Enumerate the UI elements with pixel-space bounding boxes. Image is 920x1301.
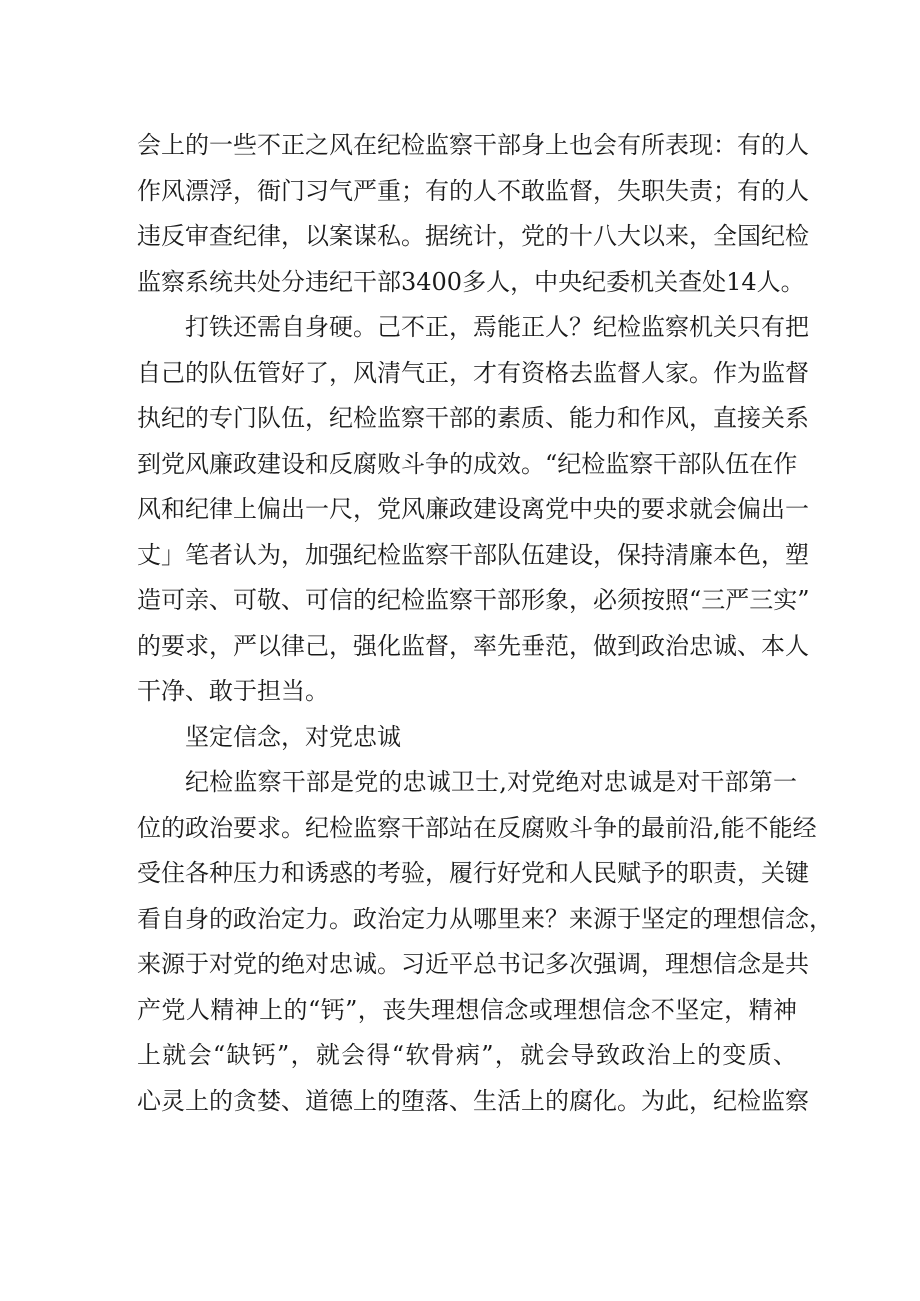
text-line: 监察系统共处分违纪干部3400多人，中央纪委机关查处14人。 [137,267,805,296]
text-line: 的要求，严以律己，强化监督，率先垂范，做到政治忠诚、本人 [137,631,809,660]
text-line: 丈」笔者认为，加强纪检监察干部队伍建设，保持清廉本色，塑 [137,540,809,569]
paragraph-start: 纪检监察干部是党的忠诚卫士,对党绝对忠诚是对干部第一 [185,768,797,796]
text-line: 造可亲、可敬、可信的纪检监察干部形象，必须按照“三严三实” [137,586,810,614]
text-line: 作风漂浮，衙门习气严重；有的人不敢监督，失职失责；有的人 [137,176,809,205]
text-line: 干净、敢于担当。 [137,677,329,705]
text-line: 来源于对党的绝对忠诚。习近平总书记多次强调，理想信念是共 [137,950,809,978]
text-line: 违反审查纪律，以案谋私。据统计，党的十八大以来，全国纪检 [137,222,809,250]
text-line: 风和纪律上偏出一尺，党风廉政建设离党中央的要求就会偏出一 [137,495,809,523]
text-line: 受住各种压力和诱惑的考验，履行好党和人民赋予的职责，关键 [137,859,809,887]
text-line: 产党人精神上的“钙”，丧失理想信念或理想信念不坚定，精神 [137,995,797,1024]
text-line: 看自身的政治定力。政治定力从哪里来？来源于坚定的理想信念， [137,904,833,933]
text-line: 上就会“缺钙”，就会得“软骨病”，就会导致政治上的变质、 [137,1041,797,1069]
paragraph-start: 打铁还需自身硬。己不正，焉能正人？纪检监察机关只有把 [185,313,809,341]
body-text [137,123,833,1124]
text-line: 执纪的专门队伍，纪检监察干部的素质、能力和作风，直接关系 [137,404,809,432]
text-line: 心灵上的贪婪、道德上的堕落、生活上的腐化。为此，纪检监察 [137,1086,809,1115]
text-line: 到党风廉政建设和反腐败斗争的成效。“纪检监察干部队伍在作 [137,449,798,478]
text-line: 会上的一些不正之风在纪检监察干部身上也会有所表现：有的人 [137,131,809,159]
text-line: 位的政治要求。纪检监察干部站在反腐败斗争的最前沿,能不能经 [137,813,817,842]
text-line: 自己的队伍管好了，风清气正，才有资格去监督人家。作为监督 [137,358,809,387]
section-heading: 坚定信念，对党忠诚 [185,722,401,751]
